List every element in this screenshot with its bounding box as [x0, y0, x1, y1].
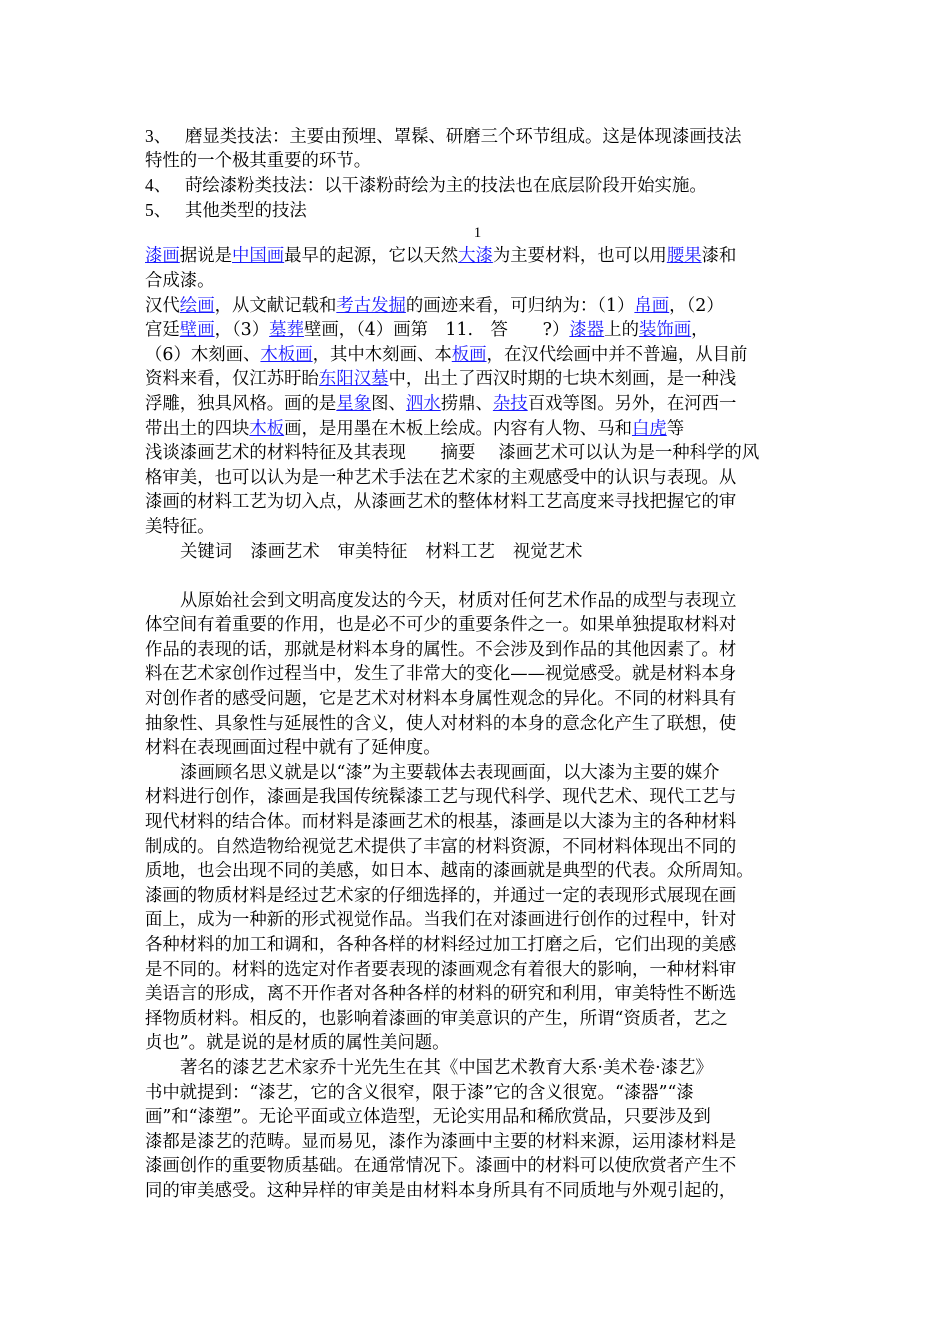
list-text: 其他类型的技法	[185, 200, 307, 221]
para-line: 择物质材料。相反的，也影响着漆画的审美意识的产生，所谓“资质者，艺之	[145, 1008, 728, 1029]
keyword: 视觉艺术	[512, 541, 583, 562]
link-lacquer-painting[interactable]: 漆画	[145, 246, 180, 267]
page-number: 1	[473, 225, 482, 242]
han-line-5	[145, 392, 810, 417]
han-line-1	[145, 294, 810, 319]
para-line: 料在艺术家创作过程当中，发生了非常大的变化——视觉感受。就是材料本身	[145, 664, 737, 685]
list-number: 5、	[145, 199, 172, 220]
link-woodblock-painting[interactable]: 木板画	[260, 344, 313, 365]
technique-item-5	[145, 198, 810, 223]
para-line: 漆画创作的重要物质基础。在通常情况下。漆画中的材料可以使欣赏者产生不	[145, 1156, 737, 1177]
text: 宫廷	[145, 320, 180, 341]
link-dongyang-tomb[interactable]: 东阳汉墓	[318, 369, 389, 390]
para-line: 画”和“漆塑”。无论平面或立体造型，无论实用品和稀欣赏品，只要涉及到	[145, 1107, 711, 1128]
para-line: 漆画的物质材料是经过艺术家的仔细选择的，并通过一定的表现形式展现在画	[145, 885, 737, 906]
para-line: 贞也”。就是说的是材质的属性美问题。	[145, 1033, 450, 1054]
text: 百戏等图。另外，在河西一	[527, 393, 737, 414]
link-painting[interactable]: 绘画	[179, 295, 215, 316]
link-wood-board[interactable]: 木板	[249, 418, 285, 439]
link-cashew[interactable]: 腰果	[666, 246, 702, 267]
para-line: 同的审美感受。这种异样的审美是由材料本身所具有不同质地与外观引起的，	[145, 1180, 737, 1201]
link-decorative-painting[interactable]: 装饰画	[638, 320, 692, 341]
text: 图、	[371, 393, 406, 414]
para-line: 各种材料的加工和调和，各种各样的材料经过加工打磨之后，它们出现的美感	[145, 935, 737, 955]
text: ，（2）	[669, 295, 724, 316]
link-mural[interactable]: 壁画	[179, 320, 215, 341]
para-line: 材料在表现画面过程中就有了延伸度。	[145, 738, 441, 759]
text: 中，出土了西汉时期的七块木刻画，是一种浅	[388, 369, 737, 390]
text: （6）木刻画、	[145, 344, 261, 365]
text: 捞鼎、	[440, 393, 493, 414]
text: 带出土的四块	[145, 418, 250, 439]
para-line: 制成的。自然造物给视觉艺术提供了丰富的材料资源，不同材料体现出不同的	[145, 836, 737, 857]
han-line-4	[145, 367, 810, 392]
para-line: 材料进行创作，漆画是我国传统髹漆工艺与现代科学、现代艺术、现代工艺与	[145, 787, 737, 808]
link-lacquerware[interactable]: 漆器	[569, 320, 605, 341]
text: 的画迹来看，可归纳为：（1）	[405, 295, 635, 316]
list-text: 磨显类技法：主要由预埋、罩髹、研磨三个环节组成。这是体现漆画技法	[185, 127, 742, 147]
keywords-line	[145, 540, 810, 565]
keywords-label: 关键词	[180, 541, 233, 562]
text: 为主要材料，也可以用	[492, 246, 667, 267]
text: 浮雕，独具风格。画的是	[145, 393, 337, 414]
technique-item-4	[145, 173, 810, 198]
text: ，从文献记载和	[214, 295, 337, 316]
link-star-chart[interactable]: 星象	[336, 393, 372, 414]
han-line-2	[145, 318, 810, 343]
intro-line-2: 合成漆。	[145, 270, 215, 291]
link-acrobatics[interactable]: 杂技	[492, 393, 528, 414]
para-line: 作品的表现的话，那就是材料本身的属性。不会涉及到作品的其他因素了。材	[145, 639, 737, 660]
list-number: 3、	[145, 126, 172, 146]
link-archaeology[interactable]: 考古发掘	[336, 295, 406, 316]
link-raw-lacquer[interactable]: 大漆	[458, 246, 493, 267]
link-white-tiger[interactable]: 白虎	[631, 418, 667, 439]
para-line: 从原始社会到文明高度发达的今天，材质对任何艺术作品的成型与表现立	[180, 590, 737, 611]
paragraph-2	[145, 761, 810, 1056]
para-line: 体空间有着重要的作用，也是必不可少的重要条件之一。如果单独提取材料对	[145, 615, 737, 636]
intro-line-1	[145, 244, 810, 269]
text: 最早的起源，它以天然	[284, 246, 459, 267]
text: ，其中木刻画、本	[312, 344, 452, 365]
abstract-line: 漆画的材料工艺为切入点，从漆画艺术的整体材料工艺高度来寻找把握它的审	[145, 492, 737, 513]
para-line: 漆都是漆艺的范畴。显而易见，漆作为漆画中主要的材料来源，运用漆材料是	[145, 1131, 737, 1152]
han-line-6	[145, 417, 810, 442]
para-line: 是不同的。材料的选定对作者要表现的漆画观念有着很大的影响，一种材料审	[145, 959, 737, 980]
abstract-line: 美特征。	[145, 516, 215, 537]
keyword: 材料工艺	[425, 541, 495, 562]
link-chinese-painting[interactable]: 中国画	[231, 246, 285, 267]
text: 等	[666, 418, 685, 439]
link-silk-painting[interactable]: 帛画	[634, 295, 670, 316]
para-line: 美语言的形成，离不开作者对各种各样的材料的研究和利用，审美特性不断选	[145, 984, 737, 1005]
list-text: 莳绘漆粉类技法：以干漆粉莳绘为主的技法也在底层阶段开始实施。	[185, 176, 707, 197]
keyword: 漆画艺术	[250, 541, 320, 562]
technique-item-3-cont: 特性的一个极其重要的环节。	[145, 150, 372, 171]
link-sishui[interactable]: 泗水	[405, 393, 441, 414]
text: 上的	[604, 320, 639, 341]
para-line: 漆画顾名思义就是以“漆”为主要载体去表现画面，以大漆为主要的媒介	[180, 762, 720, 783]
text: ，（3）	[214, 320, 270, 341]
text: 壁画，（4）画第 11. 答 ?）	[303, 320, 570, 341]
link-board-painting[interactable]: 板画	[451, 344, 487, 365]
text: 资料来看，仅江苏盱眙	[145, 369, 319, 390]
paragraph-3	[145, 1056, 810, 1204]
technique-item-3	[145, 124, 810, 149]
para-line: 对创作者的感受问题，它是艺术对材料本身属性观念的异化。不同的材料具有	[145, 689, 737, 710]
document-page	[145, 124, 810, 1204]
para-line: 书中就提到：“漆艺，它的含义很窄，限于漆”它的含义很宽。“漆器”“漆	[145, 1082, 694, 1103]
list-number: 4、	[145, 175, 172, 196]
han-line-3	[145, 343, 810, 368]
para-line: 著名的漆艺艺术家乔十光先生在其《中国艺术教育大系·美术卷·漆艺》	[180, 1057, 713, 1078]
abstract-line: 浅谈漆画艺术的材料特征及其表现 摘要 漆画艺术可以认为是一种科学的风	[145, 443, 760, 464]
para-line: 质地，也会出现不同的美感，如日本、越南的漆画就是典型的代表。众所周知。	[145, 861, 754, 882]
para-line: 现代材料的结合体。而材料是漆画艺术的根基，漆画是以大漆为主的各种材料	[145, 812, 737, 833]
text: 据说是	[179, 246, 232, 267]
paragraph-1	[145, 589, 810, 761]
text: 汉代	[145, 295, 180, 316]
para-line: 面上，成为一种新的形式视觉作品。当我们在对漆画进行创作的过程中，针对	[145, 910, 737, 931]
text: 漆和	[701, 246, 737, 267]
text: 画，是用墨在木板上绘成。内容有人物、马和	[284, 418, 632, 439]
blank-line	[145, 564, 810, 589]
link-tomb[interactable]: 墓葬	[269, 320, 304, 341]
abstract-line: 格审美，也可以认为是一种艺术手法在艺术家的主观感受中的认识与表现。从	[145, 467, 737, 488]
keyword: 审美特征	[337, 541, 408, 562]
para-line: 抽象性、具象性与延展性的含义，使人对材料的本身的意念化产生了联想，使	[145, 713, 737, 734]
text: ，在汉代绘画中并不普遍，从目前	[486, 344, 748, 365]
text: ，	[691, 320, 709, 341]
